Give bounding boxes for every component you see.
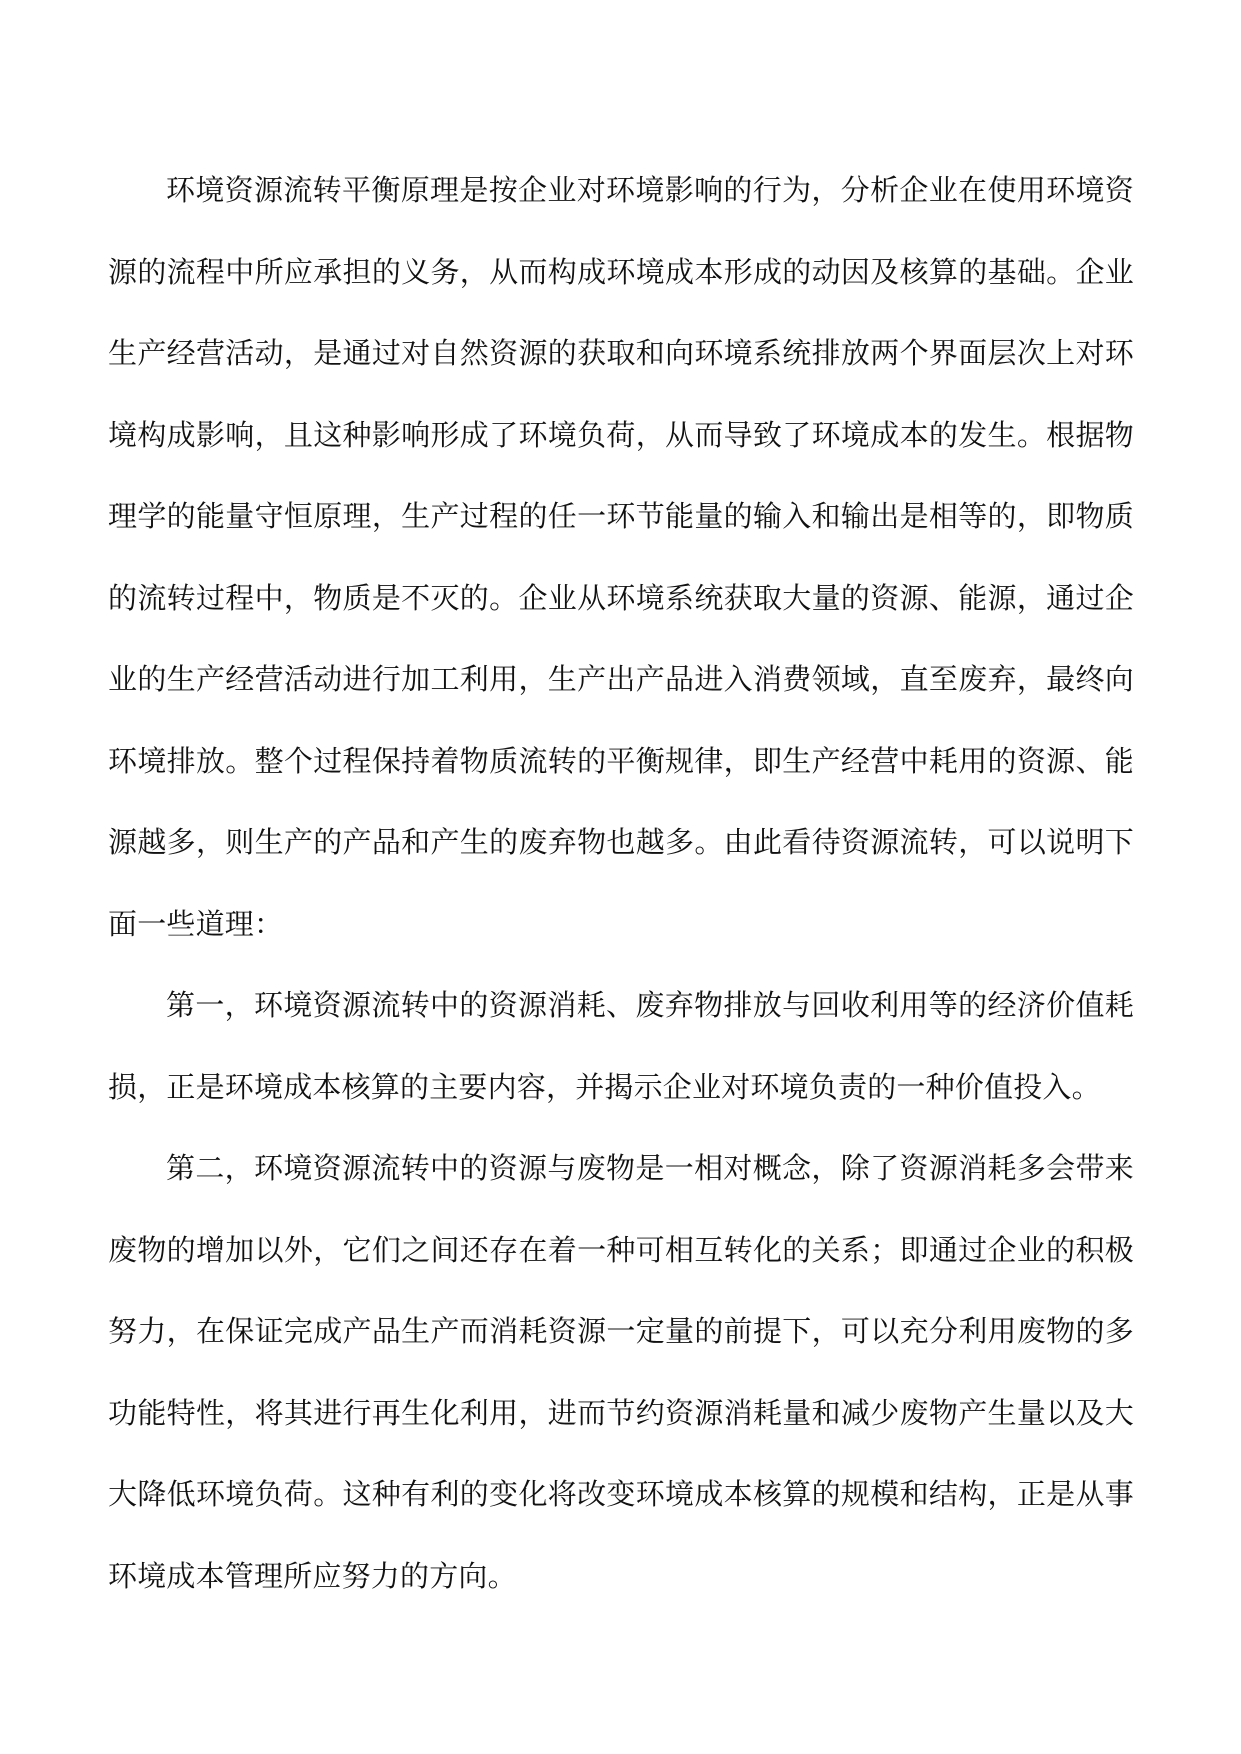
paragraph-principle: 环境资源流转平衡原理是按企业对环境影响的行为，分析企业在使用环境资源的流程中所应承担的义务，从而构成环境成本形成的动因及核算的基础。企业生产经营活动，是通过对自然资源的获取和向环境系统排放两个界面层次上对环境构成影响，且这种影响形成了环境负荷，从而导致了环境成本的发生。根据物理学的能量守恒原理，生产过程的任一环节能量的输入和输出是相等的，即物质的流转过程中，物质是不灭的。企业从环境系统获取大量的资源、能源，通过企业的生产经营活动进行加工利用，生产出产品进入消费领域，直至废弃，最终向环境排放。整个过程保持着物质流转的平衡规律，即生产经营中耗用的资源、能源越多，则生产的产品和产生的废弃物也越多。由此看待资源流转，可以说明下面一些道理： <box>108 173 1134 941</box>
document-body <box>108 150 1134 1617</box>
paragraph-first-point: 第一，环境资源流转中的资源消耗、废弃物排放与回收利用等的经济价值耗损，正是环境成本核算的主要内容，并揭示企业对环境负责的一种价值投入。 <box>108 988 1134 1104</box>
paragraph-second-point: 第二，环境资源流转中的资源与废物是一相对概念，除了资源消耗多会带来废物的增加以外，它们之间还存在着一种可相互转化的关系；即通过企业的积极努力，在保证完成产品生产而消耗资源一定量的前提下，可以充分利用废物的多功能特性，将其进行再生化利用，进而节约资源消耗量和减少废物产生量以及大大降低环境负荷。这种有利的变化将改变环境成本核算的规模和结构，正是从事环境成本管理所应努力的方向。 <box>108 1151 1134 1593</box>
